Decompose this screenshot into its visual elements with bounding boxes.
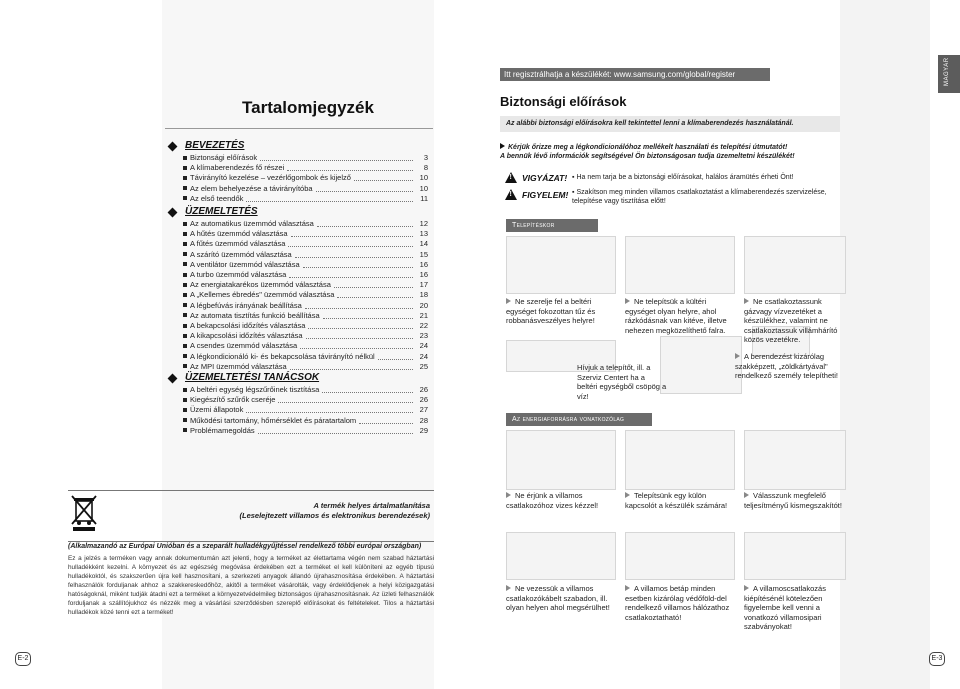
install-caption-4-text: Hívjuk a telepítőt, ill. a Szerviz Centert ha a beltéri egységből csöpög a víz! xyxy=(577,363,667,401)
toc-entry[interactable] xyxy=(183,395,428,404)
illus-cable xyxy=(506,532,616,580)
page-number-left: E-2 xyxy=(15,652,31,666)
toc-leader-dots xyxy=(246,195,413,202)
toc-entry-label: A „Kellemes ébredés" üzemmód választása xyxy=(190,290,335,300)
toc-entry-page: 27 xyxy=(419,405,428,415)
bullet-square-icon xyxy=(183,242,187,246)
warning-label-1: VIGYÁZAT! xyxy=(522,173,568,183)
power-caption-1 xyxy=(506,491,614,510)
toc-entry-page: 10 xyxy=(419,183,428,193)
illus-indoor-fire xyxy=(506,236,616,294)
bullet-square-icon xyxy=(183,196,187,200)
power-caption-1-text: Ne érjünk a villamos csatlakozóhoz vizes kézzel! xyxy=(506,491,599,510)
toc-entry[interactable] xyxy=(183,362,428,371)
toc-entry[interactable] xyxy=(183,163,428,172)
toc-entry-label: A klímaberendezés fő részei xyxy=(190,163,285,173)
illus-grounded-plug xyxy=(625,532,735,580)
illus-breaker xyxy=(744,430,846,490)
bullet-square-icon xyxy=(183,252,187,256)
toc-section-heading: ÜZEMELTETÉSI TANÁCSOK xyxy=(185,372,320,383)
toc-leader-dots xyxy=(295,251,413,258)
toc-entry[interactable] xyxy=(183,416,428,425)
bullet-square-icon xyxy=(183,222,187,226)
toc-section-heading: BEVEZETÉS xyxy=(185,140,245,151)
install-caption-4 xyxy=(577,363,667,401)
toc-entry-page: 13 xyxy=(419,229,428,239)
safety-title: Biztonsági előírások xyxy=(500,94,627,109)
bullet-square-icon xyxy=(183,388,187,392)
toc-entry-page: 18 xyxy=(419,290,428,300)
toc-entry[interactable] xyxy=(183,405,428,414)
bullet-square-icon xyxy=(183,156,187,160)
warning-text-2: ▪ Szakítson meg minden villamos csatlakoztatást a klímaberendezés szervizelése, telepítése vagy tisztítása előtt! xyxy=(572,189,827,205)
toc-entry-label: Az automatikus üzemmód választása xyxy=(190,219,314,228)
toc-leader-dots xyxy=(323,312,413,319)
warning-label-2: FIGYELEM! xyxy=(522,190,569,200)
toc-entry[interactable] xyxy=(183,270,428,279)
install-caption-1-text: Ne szerelje fel a beltéri egységet fokozottan tűz és robbanásveszélyes helyre! xyxy=(506,297,596,325)
toc-entry-label: A ventilátor üzemmód választása xyxy=(190,259,300,269)
toc-leader-dots xyxy=(289,271,413,278)
toc-divider xyxy=(165,128,433,129)
weee-title xyxy=(230,501,430,520)
toc-entry[interactable] xyxy=(183,280,428,289)
illus-separate-switch xyxy=(625,430,735,490)
install-caption-3-text: Ne csatlakoztassunk gázvagy vízvezetéket a készülékhez, valamint ne csatlakoztassuk villámhárító közös vezetékre. xyxy=(744,297,838,344)
install-heading: Telepítéskor xyxy=(506,219,598,232)
toc-leader-dots xyxy=(291,230,413,237)
power-caption-5 xyxy=(625,584,733,622)
power-caption-6-text: A villamoscsatlakozás kiépítésénél kötelezően figyelembe kell venni a vonatkozó villamosipari szabványokat! xyxy=(744,584,826,631)
toc-entry-page: 12 xyxy=(419,219,428,228)
toc-entry[interactable] xyxy=(183,352,428,361)
toc-leader-dots xyxy=(334,281,413,288)
toc-entry-label: Működési tartomány, hőmérséklet és páratartalom xyxy=(190,415,357,425)
toc-entry-label: A szárító üzemmód választása xyxy=(190,249,292,259)
toc-entry[interactable] xyxy=(183,321,428,330)
power-caption-6 xyxy=(744,584,844,632)
toc-entry-page: 25 xyxy=(419,361,428,371)
toc-entry-page: 20 xyxy=(419,300,428,310)
language-tab-label: MAGYAR xyxy=(944,57,950,86)
toc-entry-page: 23 xyxy=(419,331,428,341)
weee-title-line2: (Leselejtezett villamos és elektronikus berendezések) xyxy=(239,510,430,520)
toc-leader-dots xyxy=(246,406,413,413)
toc-leader-dots xyxy=(300,342,413,349)
toc-entry-label: A hűtés üzemmód választása xyxy=(190,229,288,239)
notice-line-1 xyxy=(500,143,840,152)
bullet-square-icon xyxy=(183,344,187,348)
toc-entry[interactable] xyxy=(183,184,428,193)
toc-entry-page: 24 xyxy=(419,341,428,351)
toc-entry[interactable] xyxy=(183,331,428,340)
toc-entry-page: 16 xyxy=(419,259,428,269)
power-caption-5-text: A villamos betáp minden esetben kizárólag védőföld-del rendelkező villamos hálózathoz csatlakoztatható! xyxy=(625,584,730,622)
illus-tools xyxy=(660,336,742,394)
toc-entry[interactable] xyxy=(183,385,428,394)
crossed-bin-icon xyxy=(70,494,98,532)
toc-entry-page: 8 xyxy=(423,163,428,173)
toc-entry[interactable] xyxy=(183,219,428,228)
toc-leader-dots xyxy=(287,164,413,171)
toc-entry-page: 26 xyxy=(419,385,428,394)
toc-entry-label: A fűtés üzemmód választása xyxy=(190,239,286,249)
install-caption-1 xyxy=(506,297,614,326)
bullet-square-icon xyxy=(183,418,187,422)
bullet-square-icon xyxy=(183,273,187,277)
toc-leader-dots xyxy=(317,220,413,227)
bullet-square-icon xyxy=(183,398,187,402)
toc-entry-label: A légkondicionáló ki- és bekapcsolása távirányító nélkül xyxy=(190,351,375,361)
weee-heading: (Alkalmazandó az Európai Unióban és a szeparált hulladékgyűjtéssel rendelkező többi európai országban) xyxy=(68,543,422,550)
install-caption-5-text: A berendezést kizárólag szakképzett, „zöldkártyával" rendelkező személy telepítheti! xyxy=(735,352,838,380)
bullet-square-icon xyxy=(183,283,187,287)
toc-entry-page: 17 xyxy=(419,280,428,290)
toc-leader-dots xyxy=(322,386,413,393)
warning-triangle-icon: ! xyxy=(505,172,517,183)
bullet-square-icon xyxy=(183,428,187,432)
warning-text-1-content: Ha nem tarja be a biztonsági előírásokat, halálos áramütés érheti Önt! xyxy=(576,174,794,181)
toc-leader-dots xyxy=(278,396,413,403)
illus-electrician xyxy=(744,532,846,580)
bullet-square-icon xyxy=(183,324,187,328)
weee-title-line1: A termék helyes ártalmatlanítása xyxy=(313,501,430,510)
toc-title: Tartalomjegyzék xyxy=(242,98,374,117)
bullet-square-icon xyxy=(183,313,187,317)
toc-leader-dots xyxy=(354,174,413,181)
illus-no-gas-pipe xyxy=(744,236,846,294)
toc-entry-label: A bekapcsolási időzítés választása xyxy=(190,321,306,330)
toc-entry[interactable] xyxy=(183,301,428,310)
power-heading: Az energiaforrásra vonatkozólag xyxy=(506,413,652,426)
toc-leader-dots xyxy=(316,185,413,192)
bullet-square-icon xyxy=(183,262,187,266)
toc-entry[interactable] xyxy=(183,260,428,269)
toc-entry-label: Az első teendők xyxy=(190,193,244,203)
toc-entry-page: 29 xyxy=(419,425,428,435)
toc-leader-dots xyxy=(258,427,413,434)
toc-entry-page: 28 xyxy=(419,415,428,425)
bullet-square-icon xyxy=(183,232,187,236)
toc-entry-label: Kiegészítő szűrők cseréje xyxy=(190,395,276,405)
install-caption-2-text: Ne telepítsük a kültéri egységet olyan helyre, ahol rázkódásnak van kitéve, illetve nehezen megközelíthető falra. xyxy=(625,297,727,335)
toc-entry-page: 11 xyxy=(420,193,428,203)
toc-entry-label: A légbefúvás irányának beállítása xyxy=(190,300,302,310)
toc-entry[interactable] xyxy=(183,173,428,182)
power-caption-2 xyxy=(625,491,733,510)
toc-entry[interactable] xyxy=(183,153,428,162)
toc-leader-dots xyxy=(337,291,413,298)
illus-outdoor-wall xyxy=(625,236,735,294)
toc-leader-dots xyxy=(288,240,413,247)
toc-entry-label: A kikapcsolási időzítés választása xyxy=(190,331,303,341)
bullet-square-icon xyxy=(183,186,187,190)
toc-entry-label: Távirányító kezelése – vezérlőgombok és kijelző xyxy=(190,173,351,183)
bullet-square-icon xyxy=(183,303,187,307)
power-caption-4 xyxy=(506,584,614,613)
warning-text-1: ▪ Ha nem tarja be a biztonsági előírásokat, halálos áramütés érheti Önt! xyxy=(572,174,794,181)
toc-entry-label: Az automata tisztítás funkció beállítása xyxy=(190,310,320,320)
toc-entry[interactable] xyxy=(183,229,428,238)
toc-entry-page: 16 xyxy=(419,270,428,279)
toc-entry-label: Az elem behelyezése a távirányítóba xyxy=(190,183,313,193)
safety-subtitle: Az alábbi biztonsági előírásokra kell tekintettel lenni a klímaberendezés használatánál. xyxy=(500,116,840,132)
bullet-square-icon xyxy=(183,354,187,358)
bullet-square-icon xyxy=(183,293,187,297)
toc-leader-dots xyxy=(290,363,413,370)
bullet-square-icon xyxy=(183,166,187,170)
notice-text-1: Kérjük őrizze meg a légkondicionálóhoz mellékelt használati és telepítési útmutatót! xyxy=(508,144,788,151)
toc-entry-page: 14 xyxy=(419,239,428,249)
bullet-square-icon xyxy=(183,176,187,180)
bullet-square-icon xyxy=(183,334,187,338)
warning-text-2-content: Szakítson meg minden villamos csatlakoztatást a klímaberendezés szervizelése, telepítése vagy tisztítása előtt! xyxy=(572,189,827,205)
toc-entry-label: Biztonsági előírások xyxy=(190,153,258,162)
toc-leader-dots xyxy=(378,353,413,360)
toc-entry[interactable] xyxy=(183,250,428,259)
toc-entry-label: A beltéri egység légszűrőinek tisztítása xyxy=(190,385,320,394)
toc-entry-page: 26 xyxy=(419,395,428,405)
toc-entry-page: 3 xyxy=(423,153,428,162)
toc-entry[interactable] xyxy=(183,311,428,320)
toc-entry-page: 15 xyxy=(419,249,428,259)
bullet-square-icon xyxy=(183,408,187,412)
caution-triangle-icon: ! xyxy=(505,189,517,200)
toc-entry-page: 22 xyxy=(419,321,428,330)
toc-leader-dots xyxy=(308,322,413,329)
notice-text-2: A bennük lévő információk segítségével Ön biztonságosan tudja üzemeltetni készülékét! xyxy=(500,153,795,160)
install-caption-2 xyxy=(625,297,733,335)
toc-entry-label: Az energiatakarékos üzemmód választása xyxy=(190,280,331,290)
toc-leader-dots xyxy=(305,302,413,309)
notice-block xyxy=(500,143,840,161)
page-number-right: E-3 xyxy=(929,652,945,666)
toc-leader-dots xyxy=(359,417,413,424)
toc-leader-dots xyxy=(306,332,413,339)
power-caption-3-text: Válasszunk megfelelő teljesítményű kismegszakítót! xyxy=(744,491,842,510)
toc-entry-label: A turbo üzemmód választása xyxy=(190,270,287,279)
install-caption-5 xyxy=(735,352,845,381)
toc-entry-page: 24 xyxy=(419,351,428,361)
toc-entry[interactable] xyxy=(183,341,428,350)
toc-entry-page: 21 xyxy=(419,310,428,320)
toc-entry[interactable] xyxy=(183,239,428,248)
install-caption-3 xyxy=(744,297,844,345)
toc-leader-dots xyxy=(260,154,413,161)
toc-entry-label: Problémamegoldás xyxy=(190,425,255,435)
toc-entry-label: A csendes üzemmód választása xyxy=(190,341,298,351)
weee-body: Ez a jelzés a terméken vagy annak dokumentumán azt jelenti, hogy a terméket az élettartama végén nem szabad háztartási hulladékként kezelni. A környezet és az egészség megóvása érdekében ezt a terméket el kell különíteni az egyéb típusú hulladékoktól, és szakszerűen újra kell hasznosítani, a szerkezeti anyagok állandó újrahasznosítása érdekében. A háztartási felhasználók forduljanak ahhoz a szakkereskedőhöz, akitől a terméket vásárolták, vagy érdeklődjenek a helyi közigazgatási hatóságoknál, miként tudják átadni ezt a terméket a környezetvédelmileg biztonságos újrahasznosításnak. Az üzleti felhasználók forduljanak a szállítójukhoz és nézzék meg a vásárlási szerződésben szereplő előírásokat és feltételeket. Tilos a háztartási hulladékok közé tenni ezt a terméket! xyxy=(68,555,434,616)
toc-entry[interactable] xyxy=(183,290,428,299)
toc-entry[interactable] xyxy=(183,194,428,203)
toc-section-heading: ÜZEMELTETÉS xyxy=(185,206,258,217)
language-tab[interactable] xyxy=(938,55,960,93)
illus-wet-hands xyxy=(506,430,616,490)
register-bar: Itt regisztrálhatja a készülékét: www.samsung.com/global/register xyxy=(500,68,770,81)
toc-entry-label: Az MPI üzemmód választása xyxy=(190,361,287,371)
toc-entry[interactable] xyxy=(183,426,428,435)
toc-leader-dots xyxy=(303,261,413,268)
power-caption-3 xyxy=(744,491,844,510)
power-caption-2-text: Telepítsünk egy külön kapcsolót a készülék számára! xyxy=(625,491,728,510)
toc-entry-page: 10 xyxy=(419,173,428,183)
toc-entry-label: Üzemi állapotok xyxy=(190,405,244,415)
power-caption-4-text: Ne vezessük a villamos csatlakozókábelt szabadon, ill. olyan helyen ahol megsérülhet! xyxy=(506,584,610,612)
bullet-square-icon xyxy=(183,364,187,368)
